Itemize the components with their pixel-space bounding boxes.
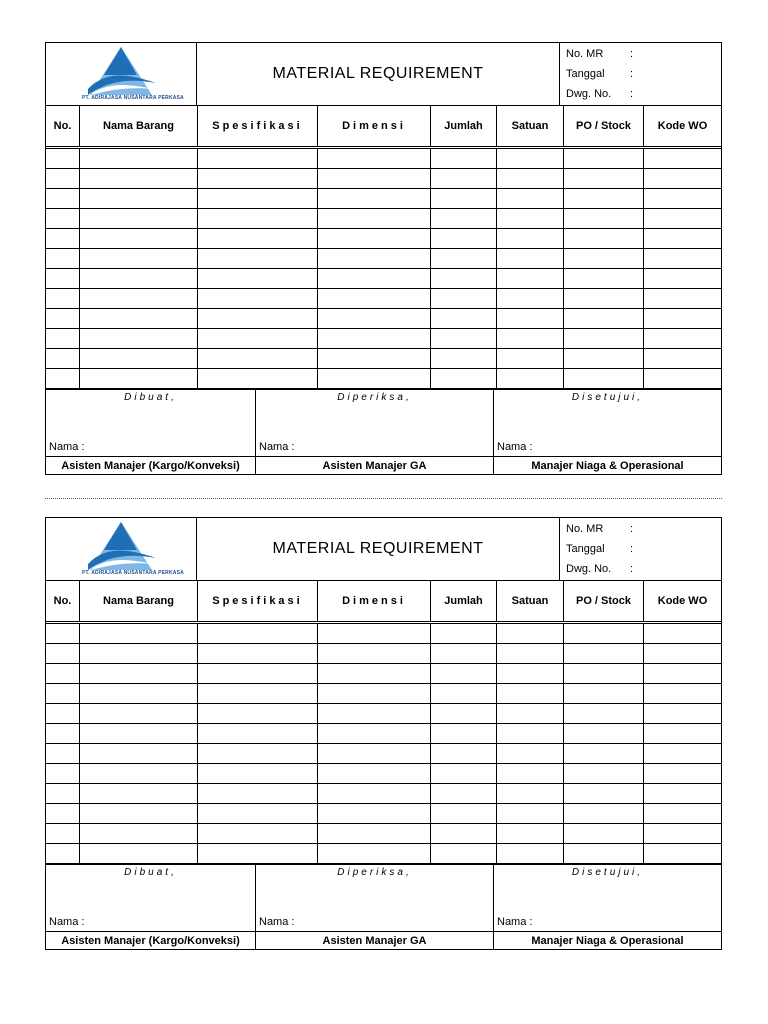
table-cell[interactable] <box>497 624 564 643</box>
table-cell[interactable] <box>80 289 198 308</box>
table-cell[interactable] <box>46 309 80 328</box>
table-row <box>46 664 721 684</box>
col-satuan: Satuan <box>497 581 564 621</box>
table-cell[interactable] <box>431 664 497 683</box>
table-cell[interactable] <box>198 824 318 843</box>
signature-dibuat: Dibuat, Nama : <box>46 865 256 931</box>
table-cell[interactable] <box>318 169 431 188</box>
form-header <box>46 43 721 106</box>
table-cell[interactable] <box>644 664 721 683</box>
table-cell[interactable] <box>80 249 198 268</box>
table-cell[interactable] <box>497 704 564 723</box>
table-cell[interactable] <box>497 329 564 348</box>
table-cell[interactable] <box>318 349 431 368</box>
table-cell[interactable] <box>80 764 198 783</box>
table-cell[interactable] <box>497 844 564 863</box>
table-cell[interactable] <box>497 149 564 168</box>
table-cell[interactable] <box>564 249 644 268</box>
table-cell[interactable] <box>318 189 431 208</box>
table-cell[interactable] <box>46 824 80 843</box>
table-row <box>46 824 721 844</box>
table-cell[interactable] <box>644 249 721 268</box>
table-cell[interactable] <box>46 229 80 248</box>
info-tanggal: Tanggal : <box>566 68 634 80</box>
table-cell[interactable] <box>318 329 431 348</box>
table-cell[interactable] <box>46 249 80 268</box>
col-no: No. <box>46 106 80 146</box>
table-cell[interactable] <box>198 804 318 823</box>
table-cell[interactable] <box>497 724 564 743</box>
table-row <box>46 249 721 269</box>
table-cell[interactable] <box>431 189 497 208</box>
table-cell[interactable] <box>80 309 198 328</box>
table-cell[interactable] <box>80 684 198 703</box>
table-cell[interactable] <box>564 784 644 803</box>
table-cell[interactable] <box>644 149 721 168</box>
table-cell[interactable] <box>644 704 721 723</box>
table-cell[interactable] <box>497 369 564 388</box>
table-cell[interactable] <box>644 824 721 843</box>
table-cell[interactable] <box>318 804 431 823</box>
table-cell[interactable] <box>46 844 80 863</box>
table-cell[interactable] <box>198 229 318 248</box>
table-cell[interactable] <box>80 744 198 763</box>
table-cell[interactable] <box>497 309 564 328</box>
table-cell[interactable] <box>46 349 80 368</box>
table-cell[interactable] <box>497 804 564 823</box>
table-cell[interactable] <box>644 764 721 783</box>
table-cell[interactable] <box>318 664 431 683</box>
table-cell[interactable] <box>564 704 644 723</box>
table-cell[interactable] <box>431 704 497 723</box>
table-cell[interactable] <box>198 369 318 388</box>
table-row <box>46 269 721 289</box>
table-row <box>46 329 721 349</box>
col-po-stock: PO / Stock <box>564 581 644 621</box>
table-cell[interactable] <box>318 644 431 663</box>
table-cell[interactable] <box>198 329 318 348</box>
material-requirement-form-1 <box>45 42 722 475</box>
table-cell[interactable] <box>644 624 721 643</box>
table-cell[interactable] <box>318 309 431 328</box>
table-row <box>46 169 721 189</box>
table-header <box>46 581 721 624</box>
table-cell[interactable] <box>431 209 497 228</box>
table-cell[interactable] <box>198 844 318 863</box>
table-cell[interactable] <box>198 764 318 783</box>
table-cell[interactable] <box>431 149 497 168</box>
col-dimensi: Dimensi <box>318 581 431 621</box>
table-cell[interactable] <box>564 369 644 388</box>
table-cell[interactable] <box>564 149 644 168</box>
table-cell[interactable] <box>644 169 721 188</box>
signature-section <box>46 389 721 457</box>
table-row <box>46 209 721 229</box>
table-cell[interactable] <box>198 784 318 803</box>
table-cell[interactable] <box>80 169 198 188</box>
table-cell[interactable] <box>564 189 644 208</box>
table-cell[interactable] <box>318 149 431 168</box>
col-no: No. <box>46 581 80 621</box>
table-cell[interactable] <box>80 804 198 823</box>
table-cell[interactable] <box>46 269 80 288</box>
table-cell[interactable] <box>431 644 497 663</box>
table-cell[interactable] <box>431 269 497 288</box>
table-cell[interactable] <box>564 824 644 843</box>
table-cell[interactable] <box>564 229 644 248</box>
table-row <box>46 349 721 369</box>
table-cell[interactable] <box>497 644 564 663</box>
info-no-mr: No. MR : <box>566 48 634 60</box>
table-cell[interactable] <box>318 764 431 783</box>
table-cell[interactable] <box>564 289 644 308</box>
table-cell[interactable] <box>198 169 318 188</box>
table-cell[interactable] <box>80 189 198 208</box>
table-cell[interactable] <box>564 269 644 288</box>
table-row <box>46 744 721 764</box>
table-cell[interactable] <box>80 369 198 388</box>
table-row <box>46 724 721 744</box>
table-cell[interactable] <box>46 149 80 168</box>
table-cell[interactable] <box>46 624 80 643</box>
table-row <box>46 804 721 824</box>
table-cell[interactable] <box>564 209 644 228</box>
table-cell[interactable] <box>198 189 318 208</box>
table-row <box>46 704 721 724</box>
table-cell[interactable] <box>198 644 318 663</box>
table-cell[interactable] <box>318 269 431 288</box>
table-cell[interactable] <box>564 329 644 348</box>
table-cell[interactable] <box>564 684 644 703</box>
cut-line-divider <box>45 498 722 499</box>
table-cell[interactable] <box>46 684 80 703</box>
table-cell[interactable] <box>497 744 564 763</box>
table-cell[interactable] <box>644 329 721 348</box>
signature-diperiksa: Diperiksa, Nama : <box>256 390 494 456</box>
table-cell[interactable] <box>46 804 80 823</box>
table-cell[interactable] <box>431 329 497 348</box>
table-cell[interactable] <box>80 269 198 288</box>
table-cell[interactable] <box>644 844 721 863</box>
table-cell[interactable] <box>497 289 564 308</box>
col-spesifikasi: Spesifikasi <box>198 581 318 621</box>
table-cell[interactable] <box>318 724 431 743</box>
table-cell[interactable] <box>80 149 198 168</box>
table-cell[interactable] <box>564 664 644 683</box>
table-cell[interactable] <box>46 209 80 228</box>
table-cell[interactable] <box>564 764 644 783</box>
table-cell[interactable] <box>644 189 721 208</box>
table-body <box>46 624 721 864</box>
form-header <box>46 518 721 581</box>
table-cell[interactable] <box>431 624 497 643</box>
table-cell[interactable] <box>198 309 318 328</box>
table-row <box>46 784 721 804</box>
table-cell[interactable] <box>431 684 497 703</box>
table-cell[interactable] <box>198 684 318 703</box>
role-asisten-ga: Asisten Manajer GA <box>256 932 494 949</box>
table-row <box>46 764 721 784</box>
table-cell[interactable] <box>431 309 497 328</box>
role-asisten-ga: Asisten Manajer GA <box>256 457 494 474</box>
table-cell[interactable] <box>318 249 431 268</box>
table-cell[interactable] <box>644 684 721 703</box>
table-cell[interactable] <box>564 624 644 643</box>
table-cell[interactable] <box>80 644 198 663</box>
table-cell[interactable] <box>46 764 80 783</box>
table-cell[interactable] <box>198 289 318 308</box>
table-cell[interactable] <box>80 329 198 348</box>
table-row <box>46 844 721 864</box>
table-cell[interactable] <box>198 249 318 268</box>
table-cell[interactable] <box>497 269 564 288</box>
table-cell[interactable] <box>644 289 721 308</box>
logo-text: PT. ADIRAJASA NUSANTARA PERKASA <box>82 570 184 576</box>
table-row <box>46 644 721 664</box>
info-dwg-no: Dwg. No. : <box>566 88 634 100</box>
page-title: MATERIAL REQUIREMENT <box>197 518 560 580</box>
table-cell[interactable] <box>198 149 318 168</box>
table-cell[interactable] <box>564 169 644 188</box>
table-cell[interactable] <box>497 229 564 248</box>
table-cell[interactable] <box>497 349 564 368</box>
table-cell[interactable] <box>46 289 80 308</box>
table-cell[interactable] <box>644 784 721 803</box>
table-cell[interactable] <box>431 229 497 248</box>
col-jumlah: Jumlah <box>431 581 497 621</box>
role-manajer-niaga: Manajer Niaga & Operasional <box>531 459 684 472</box>
table-cell[interactable] <box>318 369 431 388</box>
table-cell[interactable] <box>80 784 198 803</box>
col-kode-wo: Kode WO <box>657 120 708 132</box>
logo-mountain-icon <box>82 45 160 97</box>
table-cell[interactable] <box>497 684 564 703</box>
table-cell[interactable] <box>564 349 644 368</box>
table-cell[interactable] <box>318 824 431 843</box>
table-cell[interactable] <box>431 764 497 783</box>
col-satuan: Satuan <box>497 106 564 146</box>
table-cell[interactable] <box>644 644 721 663</box>
table-cell[interactable] <box>198 724 318 743</box>
table-cell[interactable] <box>644 724 721 743</box>
table-cell[interactable] <box>80 229 198 248</box>
table-cell[interactable] <box>644 349 721 368</box>
logo-mountain-icon <box>82 520 160 572</box>
table-cell[interactable] <box>431 804 497 823</box>
table-cell[interactable] <box>198 664 318 683</box>
table-cell[interactable] <box>46 169 80 188</box>
document-info <box>560 43 721 105</box>
table-cell[interactable] <box>644 309 721 328</box>
col-nama-barang: Nama Barang <box>80 106 198 146</box>
signature-dibuat: Dibuat, Nama : <box>46 390 256 456</box>
table-cell[interactable] <box>318 704 431 723</box>
table-cell[interactable] <box>497 824 564 843</box>
info-dwg-no: Dwg. No. : <box>566 563 634 575</box>
table-cell[interactable] <box>198 624 318 643</box>
table-cell[interactable] <box>431 289 497 308</box>
signature-disetujui: Disetujui, Nama : <box>497 867 644 928</box>
table-cell[interactable] <box>318 289 431 308</box>
table-cell[interactable] <box>46 664 80 683</box>
col-po-stock: PO / Stock <box>564 106 644 146</box>
table-cell[interactable] <box>80 664 198 683</box>
table-cell[interactable] <box>644 369 721 388</box>
table-cell[interactable] <box>431 169 497 188</box>
table-cell[interactable] <box>46 704 80 723</box>
page-title: MATERIAL REQUIREMENT <box>197 43 560 105</box>
table-cell[interactable] <box>80 349 198 368</box>
table-row <box>46 309 721 329</box>
col-dimensi: Dimensi <box>318 106 431 146</box>
table-cell[interactable] <box>318 624 431 643</box>
col-jumlah: Jumlah <box>431 106 497 146</box>
table-cell[interactable] <box>46 369 80 388</box>
signature-roles <box>46 457 721 474</box>
table-cell[interactable] <box>497 764 564 783</box>
table-cell[interactable] <box>318 844 431 863</box>
table-cell[interactable] <box>431 349 497 368</box>
logo-text: PT. ADIRAJASA NUSANTARA PERKASA <box>82 95 184 101</box>
table-cell[interactable] <box>431 784 497 803</box>
table-cell[interactable] <box>198 209 318 228</box>
table-cell[interactable] <box>46 724 80 743</box>
table-cell[interactable] <box>564 644 644 663</box>
table-cell[interactable] <box>564 844 644 863</box>
signature-section <box>46 864 721 932</box>
table-row <box>46 369 721 389</box>
table-cell[interactable] <box>318 209 431 228</box>
table-cell[interactable] <box>46 744 80 763</box>
signature-roles <box>46 932 721 949</box>
table-row <box>46 289 721 309</box>
info-tanggal: Tanggal : <box>566 543 634 555</box>
material-requirement-form-2 <box>45 517 722 950</box>
table-cell[interactable] <box>431 724 497 743</box>
col-spesifikasi: Spesifikasi <box>198 106 318 146</box>
table-cell[interactable] <box>497 664 564 683</box>
table-cell[interactable] <box>497 209 564 228</box>
table-row <box>46 149 721 169</box>
table-row <box>46 684 721 704</box>
table-cell[interactable] <box>564 744 644 763</box>
company-logo <box>46 43 197 105</box>
table-cell[interactable] <box>564 309 644 328</box>
table-cell[interactable] <box>80 624 198 643</box>
table-header <box>46 106 721 149</box>
table-cell[interactable] <box>644 229 721 248</box>
table-cell[interactable] <box>198 269 318 288</box>
table-cell[interactable] <box>46 329 80 348</box>
table-cell[interactable] <box>318 229 431 248</box>
table-cell[interactable] <box>497 169 564 188</box>
table-cell[interactable] <box>80 724 198 743</box>
table-cell[interactable] <box>497 189 564 208</box>
col-nama-barang: Nama Barang <box>80 581 198 621</box>
signature-disetujui: Disetujui, Nama : <box>497 392 644 453</box>
table-cell[interactable] <box>431 744 497 763</box>
table-cell[interactable] <box>318 684 431 703</box>
table-cell[interactable] <box>431 844 497 863</box>
table-cell[interactable] <box>318 744 431 763</box>
table-cell[interactable] <box>80 209 198 228</box>
table-cell[interactable] <box>80 824 198 843</box>
table-cell[interactable] <box>46 189 80 208</box>
table-cell[interactable] <box>198 744 318 763</box>
table-cell[interactable] <box>46 644 80 663</box>
document-info <box>560 518 721 580</box>
table-cell[interactable] <box>80 704 198 723</box>
table-cell[interactable] <box>431 249 497 268</box>
table-cell[interactable] <box>564 724 644 743</box>
table-body <box>46 149 721 389</box>
table-cell[interactable] <box>644 209 721 228</box>
table-cell[interactable] <box>644 269 721 288</box>
table-cell[interactable] <box>644 804 721 823</box>
role-asisten-kargo: Asisten Manajer (Kargo/Konveksi) <box>46 457 256 474</box>
info-no-mr: No. MR : <box>566 523 634 535</box>
table-cell[interactable] <box>198 704 318 723</box>
signature-diperiksa: Diperiksa, Nama : <box>256 865 494 931</box>
table-cell[interactable] <box>431 824 497 843</box>
table-cell[interactable] <box>198 349 318 368</box>
table-cell[interactable] <box>497 249 564 268</box>
role-asisten-kargo: Asisten Manajer (Kargo/Konveksi) <box>46 932 256 949</box>
col-kode-wo: Kode WO <box>657 595 708 607</box>
table-cell[interactable] <box>431 369 497 388</box>
table-cell[interactable] <box>564 804 644 823</box>
company-logo <box>46 518 197 580</box>
role-manajer-niaga: Manajer Niaga & Operasional <box>531 934 684 947</box>
table-cell[interactable] <box>46 784 80 803</box>
table-cell[interactable] <box>80 844 198 863</box>
table-cell[interactable] <box>497 784 564 803</box>
table-cell[interactable] <box>644 744 721 763</box>
table-cell[interactable] <box>318 784 431 803</box>
table-row <box>46 229 721 249</box>
table-row <box>46 189 721 209</box>
table-row <box>46 624 721 644</box>
